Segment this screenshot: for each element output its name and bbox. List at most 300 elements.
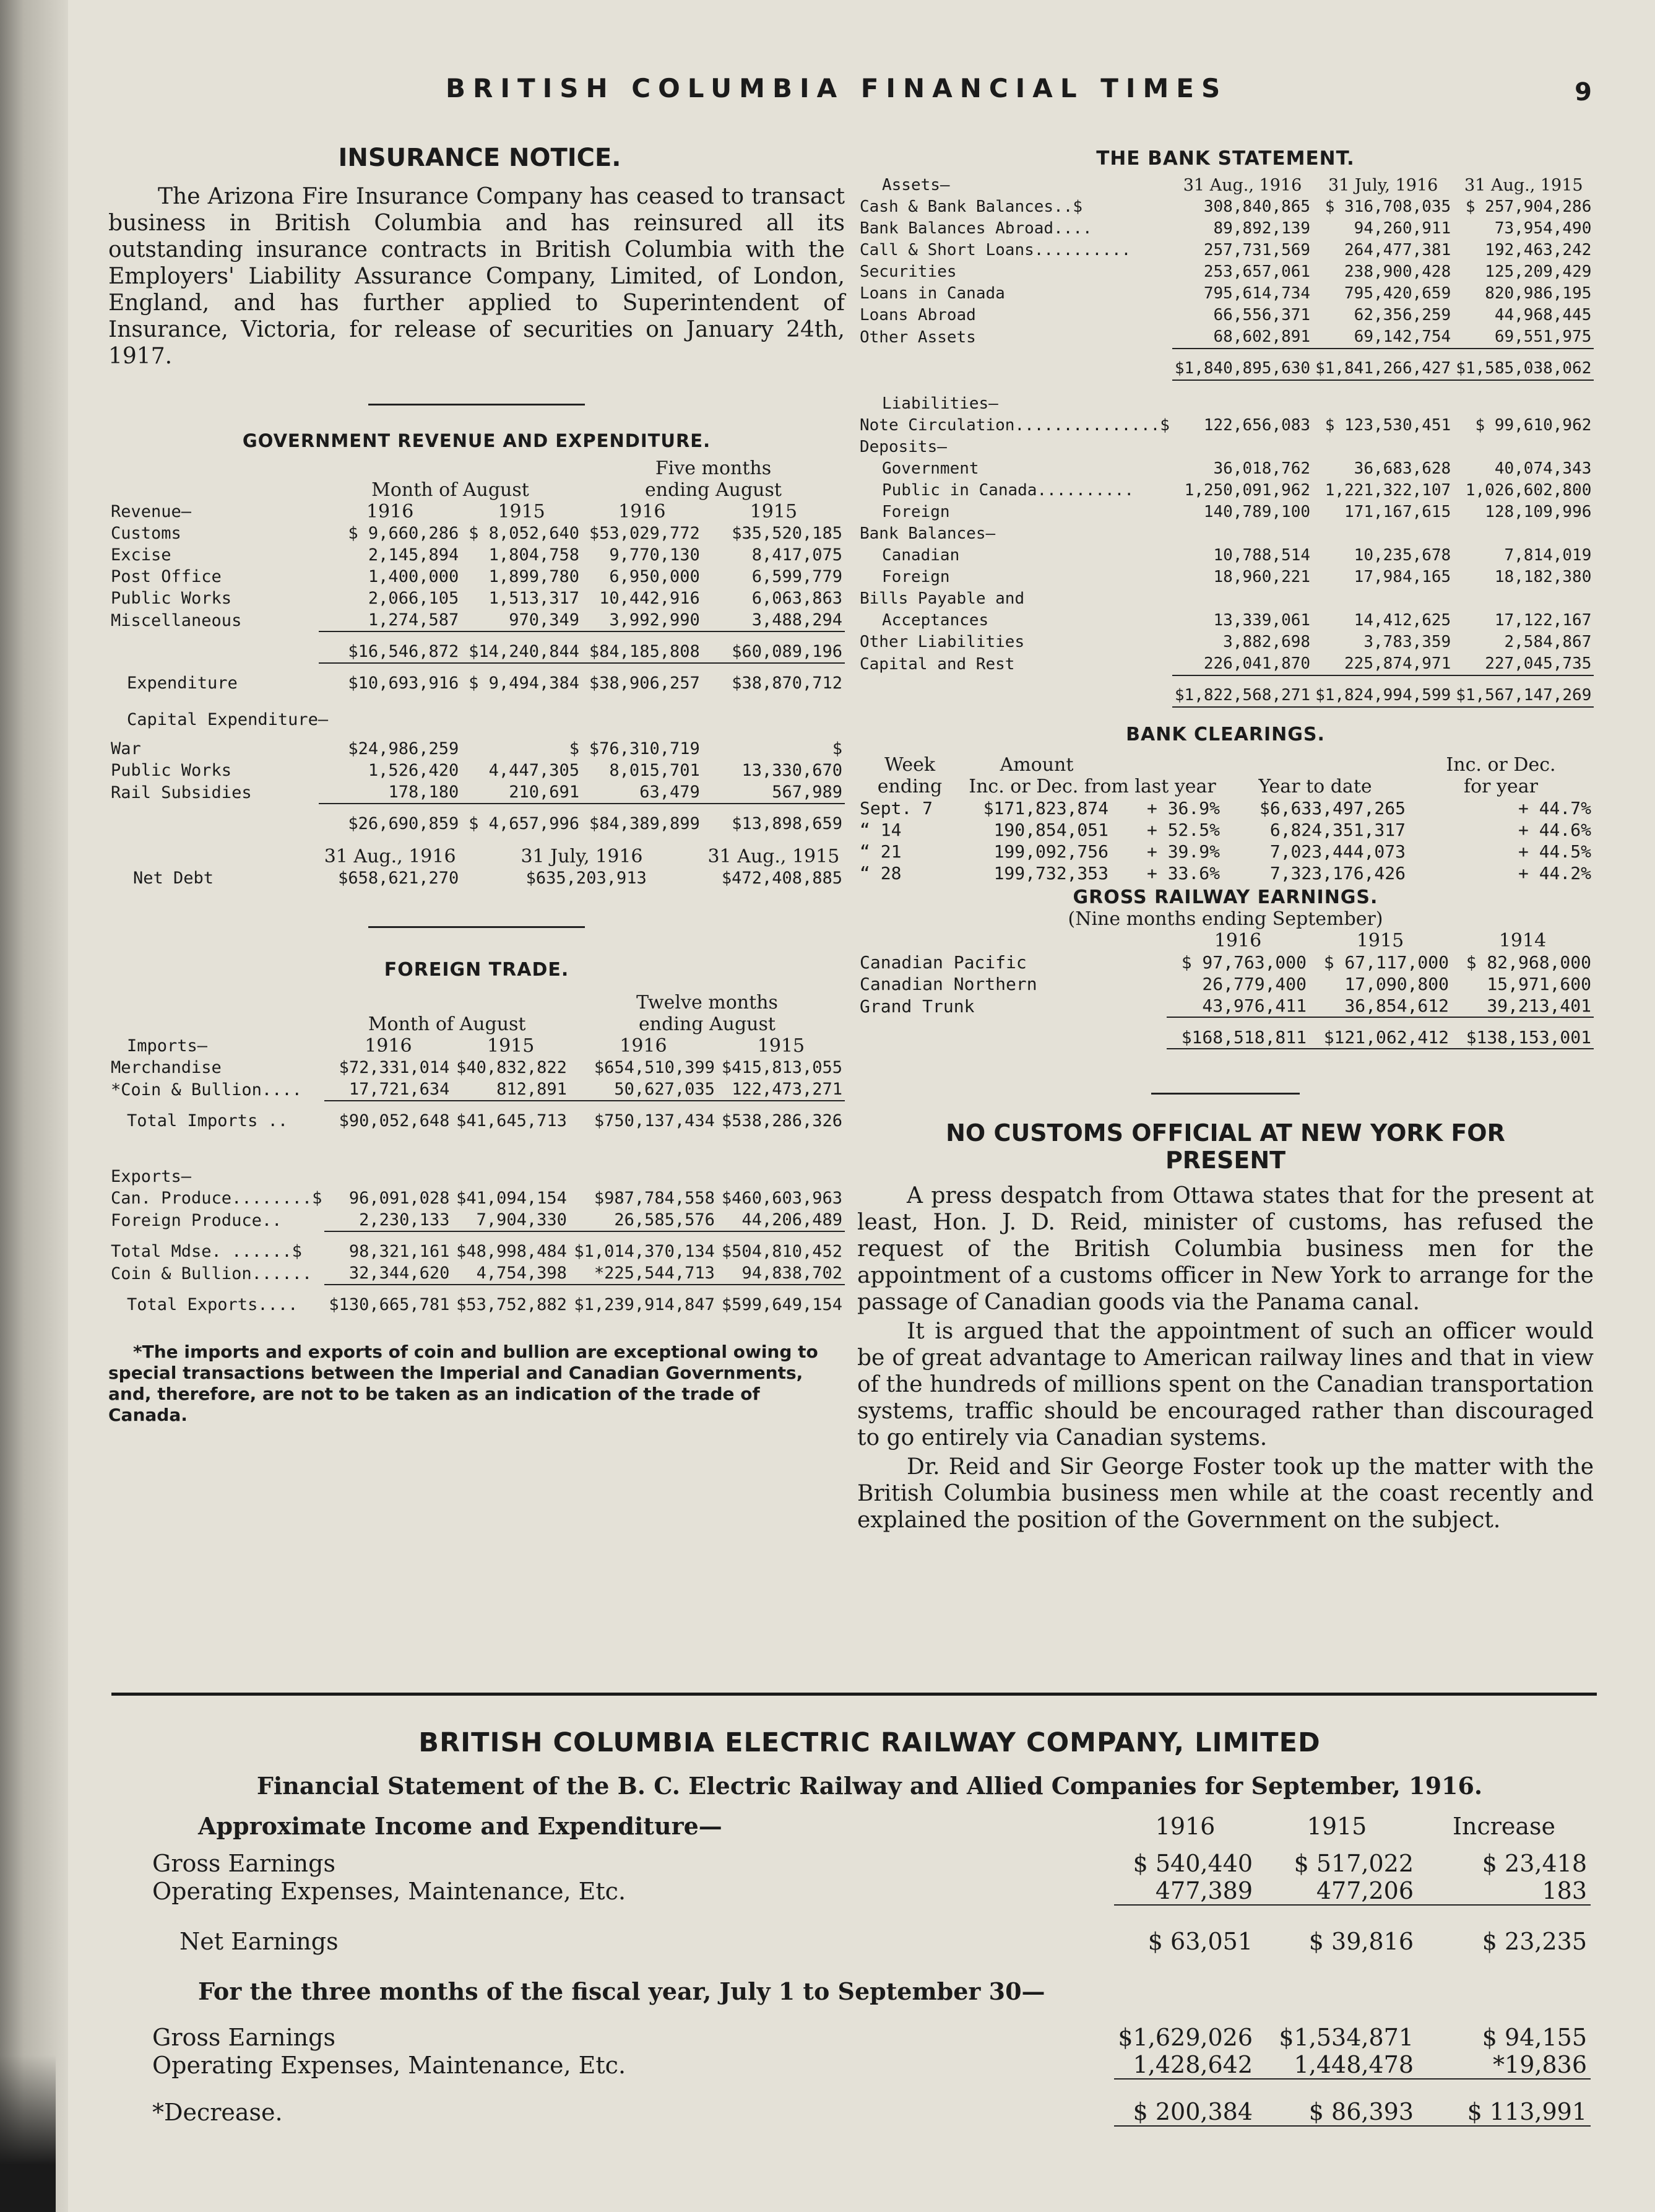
foreign-trade-table [108,992,845,1316]
table-row [108,544,845,566]
cell: $654,510,399 [594,1058,715,1077]
cell: $ 517,022 [1294,1850,1414,1877]
cell: $90,052,648 [324,1101,452,1132]
row-label: Merchandise [111,1058,222,1077]
row-label: Public Works [111,589,232,608]
cell: 171,167,615 [1344,503,1451,521]
cell: $40,832,822 [456,1058,567,1077]
cell: + 52.5% [1146,820,1220,840]
cell: $ 23,418 [1482,1850,1587,1877]
cell: $10,693,916 [319,663,461,694]
table-row [108,566,845,588]
cell: $658,621,270 [338,869,459,888]
cell: $84,389,899 [582,804,702,835]
cell: 96,091,028 [348,1189,450,1208]
row-label: Acceptances [882,611,989,630]
row-label: Loans Abroad [860,306,976,324]
table-row [857,305,1594,326]
cell: 4,754,398 [476,1264,567,1283]
gov-revenue-table [108,458,845,889]
cell: 26,779,400 [1202,974,1307,994]
cell: 1,448,478 [1256,2051,1417,2079]
bank-balances-label: Bank Balances— [860,524,996,543]
year-head: 1916 [618,501,666,523]
cell: $ 99,610,962 [1475,416,1592,435]
cell: 2,584,867 [1504,633,1592,651]
cell: $1,841,266,427 [1313,349,1453,380]
cell: + 39.9% [1146,841,1220,862]
cell: 1,513,317 [488,589,579,608]
table-row [108,760,845,781]
year-head: 1915 [757,1035,805,1057]
cell: 253,657,061 [1203,262,1311,281]
cell: 6,824,351,317 [1269,820,1406,840]
cell: $130,665,781 [324,1285,452,1316]
year-head: 1915 [486,1035,535,1057]
cell: 44,206,489 [741,1210,842,1230]
cell: 69,551,975 [1494,327,1592,346]
cell: 50,627,035 [614,1080,715,1099]
cell: 36,018,762 [1213,459,1311,478]
left-column [108,144,845,1426]
cell: 9,770,130 [609,545,700,565]
cell: 18,960,221 [1213,568,1311,586]
cell: 226,041,870 [1203,654,1311,673]
cell: $1,840,895,630 [1172,349,1313,380]
cell: 13,339,061 [1213,611,1311,630]
cell: 36,854,612 [1344,995,1449,1016]
table-row [857,261,1594,283]
table-row [857,196,1594,218]
table-row [857,952,1594,973]
cell: $171,823,874 [983,798,1108,818]
cell: $635,203,913 [525,869,647,888]
deposits-label: Deposits— [860,438,947,456]
col-head-week: Week [884,754,936,776]
col-head-ytd: Year to date [1258,776,1372,797]
cell: 1,026,602,800 [1465,481,1592,500]
total-imports-row [108,1101,845,1132]
row-label: Gross Earnings [152,1850,335,1877]
cell: 3,992,990 [609,610,700,630]
col-head-incdec: Inc. or Dec. from last year [969,776,1216,797]
cell: + 44.5% [1518,841,1591,862]
table-row [857,797,1594,819]
cell: 6,063,863 [751,589,842,608]
cell: 10,442,916 [599,589,700,608]
section-label: For the three months of the fiscal year, July 1 to September 30— [198,1977,1045,2005]
cell: + 44.7% [1518,798,1591,818]
cell: $168,518,811 [1167,1017,1309,1049]
insurance-notice-body: The Arizona Fire Insurance Company has ceased to transact business in British Columbia and has reinsured all its outstanding insurance contracts in British Columbia with the Employers' Liability Assurance Company, Limited, of London, England, and has further applied to Superintendent of Insurance, Victoria, for release of securities on January 24th, 1917. [108,184,845,369]
cell: $1,567,147,269 [1453,675,1594,707]
cell: 1,899,780 [488,567,579,586]
year-head: 1916 [620,1035,667,1057]
cell: 17,984,165 [1354,568,1451,586]
increase-head: Increase [1452,1812,1556,1840]
table-row [857,458,1594,480]
cell: $1,822,568,271 [1172,675,1313,707]
cell: $ 8,052,640 [469,524,579,543]
table-row [857,610,1594,631]
cell: 795,420,659 [1344,284,1451,303]
table-row [108,1078,845,1101]
customs-article-p3: Dr. Reid and Sir George Foster took up the matter with the British Columbia business men while at the coast recently and explained the position of the Government on the subject. [857,1454,1594,1533]
year-head: 1914 [1498,930,1547,952]
row-label: “ 21 [860,841,902,862]
binding-gutter [0,0,68,2212]
cell: *19,836 [1417,2051,1591,2079]
cell: 1,221,322,107 [1324,481,1451,500]
cell: 199,092,756 [993,841,1108,862]
cell: $53,752,882 [452,1285,569,1316]
table-row [108,588,845,609]
cell: + 36.9% [1146,798,1220,818]
cell: $16,546,872 [319,631,461,663]
customs-article-p1: A press despatch from Ottawa states that for the present at least, Hon. J. D. Reid, minister of customs, has refused the request of the British Columbia business men for the appointment of a customs officer in New York to arrange for the passage of Canadian goods via the Panama canal. [857,1183,1594,1315]
cell: 6,950,000 [609,567,700,586]
row-label: Securities [860,262,957,281]
cell: $ 67,117,000 [1323,952,1449,973]
cell: $ 123,530,451 [1324,416,1451,435]
gov-revenue-title: GOVERNMENT REVENUE AND EXPENDITURE. [242,430,711,451]
cell: 225,874,971 [1344,654,1451,673]
col-head-month: Month of August [368,1013,526,1035]
cell: $ [832,739,842,758]
row-label: Total Exports.... [127,1295,298,1314]
row-label: Bank Balances Abroad.... [860,219,1092,238]
cell: 13,330,670 [741,761,842,780]
cell: *225,544,713 [594,1264,715,1283]
cell: $ 94,155 [1482,2024,1587,2051]
row-label: Grand Trunk [860,995,975,1017]
cell: 68,602,891 [1213,327,1311,346]
cell: $41,094,154 [456,1189,567,1208]
cell: 477,389 [1114,1877,1256,1905]
cell: $6,633,497,265 [1259,798,1406,818]
cell: $ 9,494,384 [461,663,582,694]
total-row [108,804,845,835]
date-head: 31 July, 1916 [1328,176,1438,195]
cell: 1,274,587 [368,610,459,630]
row-label: Cash & Bank Balances..$ [860,197,1083,216]
cell: $ 63,051 [1147,1928,1253,1955]
cell: $1,239,914,847 [569,1285,717,1316]
table-row [857,973,1594,995]
cell: 820,986,195 [1485,284,1592,303]
row-label: Foreign [882,568,950,586]
cell: $ 9,660,286 [348,524,459,543]
cell: $38,906,257 [582,663,702,694]
cell: 190,854,051 [993,820,1108,840]
year-head: 1916 [365,1035,412,1057]
net-debt-row [108,867,845,889]
cell: 17,721,634 [348,1080,450,1099]
decrease-footnote: *Decrease. [152,2098,283,2126]
cell: $53,029,772 [589,524,700,543]
table-row [108,781,845,804]
table-row [857,480,1594,501]
row-label: Capital and Rest [860,654,1015,674]
table-row [857,566,1594,588]
cell: 477,206 [1256,1877,1417,1905]
col-head-five-months: Five months [655,458,772,479]
cell: 1,804,758 [488,545,579,565]
cell: 17,090,800 [1344,974,1449,994]
cell: $84,185,808 [582,631,702,663]
cell: 7,023,444,073 [1269,841,1406,862]
cell: 264,477,381 [1344,241,1451,259]
cell: 94,838,702 [741,1264,842,1283]
date-head: 31 Aug., 1915 [707,846,840,867]
liabilities-label: Liabilities— [882,394,998,413]
table-row [149,2024,1591,2051]
col-head-month: Month of August [371,479,529,501]
col-head-ending: ending [877,776,943,797]
cell: 39,213,401 [1487,995,1591,1016]
cell: $121,062,412 [1309,1017,1451,1049]
row-label: Foreign [882,503,950,521]
section-divider [1151,1093,1300,1095]
cell: $ 316,708,035 [1324,197,1451,216]
cell: 8,015,701 [609,761,700,780]
cell: 199,732,353 [993,863,1108,883]
imports-label: Imports— [127,1036,208,1056]
cell: 4,447,305 [488,761,579,780]
table-row [108,523,845,544]
bc-electric-statement [149,1727,1591,2127]
total-exports-row [108,1285,845,1316]
table-row [108,1209,845,1231]
table-row [857,841,1594,862]
cell: 69,142,754 [1354,327,1451,346]
section-rule [111,1693,1597,1696]
cell: $38,870,712 [702,663,845,694]
cell: $ 257,904,286 [1465,197,1592,216]
cell: 66,556,371 [1213,306,1311,324]
cell: 3,882,698 [1223,633,1311,651]
row-label: Coin & Bullion...... [111,1264,313,1283]
revenue-label: Revenue— [111,502,192,521]
cell: 18,182,380 [1494,568,1592,586]
cell: 44,968,445 [1494,306,1592,324]
total-row [149,2098,1591,2126]
date-head: 31 Aug., 1916 [324,846,456,867]
cell: $ [569,739,579,758]
row-label: Gross Earnings [152,2024,335,2051]
row-label: Other Liabilities [860,633,1025,651]
year-head: 1916 [1214,930,1262,952]
total-row [108,631,845,663]
row-label: War [111,739,141,758]
cell: $ 113,991 [1417,2098,1591,2126]
section-divider [368,404,585,406]
cell: $72,331,014 [339,1058,450,1077]
cell: $1,014,370,134 [569,1231,717,1262]
cell: 7,904,330 [476,1210,567,1230]
col-head-twelve-months: Twelve months [636,992,778,1013]
row-label: Net Debt [133,869,214,888]
col-head-inc: Inc. or Dec. [1446,754,1556,776]
table-row [857,415,1594,436]
running-title: BRITISH COLUMBIA FINANCIAL TIMES [446,73,1228,103]
cell: 1,400,000 [368,567,459,586]
cell: + 44.6% [1518,820,1591,840]
table-row [108,1187,845,1209]
table-row [149,1850,1591,1877]
railway-earnings-table [857,930,1594,1049]
cell: $987,784,558 [594,1189,715,1208]
row-label: Post Office [111,567,222,586]
assets-label: Assets— [882,176,950,194]
row-label: Can. Produce........$ [111,1189,322,1208]
cell: 238,900,428 [1344,262,1451,281]
row-label: Total Mdse. ......$ [111,1241,302,1261]
cell: 98,321,161 [324,1231,452,1262]
cell: $1,629,026 [1118,2024,1253,2051]
cell: $26,690,859 [319,804,461,835]
bank-statement-title: THE BANK STATEMENT. [1096,147,1355,170]
cell: 10,788,514 [1213,546,1311,565]
cell: $ 39,816 [1308,1928,1414,1955]
cell: $538,286,326 [717,1101,845,1132]
row-label: Canadian [882,546,960,565]
cell: 140,789,100 [1203,503,1311,521]
bc-electric-title: BRITISH COLUMBIA ELECTRIC RAILWAY COMPANY, LIMITED [418,1727,1321,1758]
cell: 3,783,359 [1363,633,1451,651]
row-label: Total Imports .. [127,1111,288,1130]
cell: $415,813,055 [721,1058,842,1077]
table-row [857,819,1594,841]
bank-clearings-title: BANK CLEARINGS. [1126,724,1325,745]
table-row [857,218,1594,240]
table-row [108,1231,845,1262]
table-row [857,501,1594,523]
binding-shadow [0,2055,56,2212]
year-head: 1915 [1307,1812,1367,1840]
row-label: Sept. 7 [860,798,933,818]
cell: 8,417,075 [751,545,842,565]
row-label: Canadian Northern [860,974,1037,994]
bank-clearings-table [857,754,1594,884]
row-label: Excise [111,545,171,565]
cell: 6,599,779 [751,567,842,586]
cell: 36,683,628 [1354,459,1451,478]
cell: 192,463,242 [1485,241,1592,259]
row-label: Miscellaneous [111,610,242,630]
row-label: Customs [111,524,181,543]
cell: $48,998,484 [452,1231,569,1262]
cell: + 44.2% [1518,863,1591,883]
section-label: Approximate Income and Expenditure— [198,1812,722,1840]
expenditure-row [108,663,845,694]
cell: $138,153,001 [1451,1017,1594,1049]
row-label: Loans in Canada [860,284,1005,303]
row-label: Operating Expenses, Maintenance, Etc. [152,1877,626,1905]
table-row [108,1057,845,1078]
net-earnings-row [149,1928,1591,1955]
cell: 210,691 [509,783,579,802]
cell: 125,209,429 [1485,262,1592,281]
cell: $35,520,185 [732,524,842,543]
railway-earnings-title: GROSS RAILWAY EARNINGS. [1073,887,1378,908]
cell: $ 82,968,000 [1466,952,1591,973]
cell: $ 200,384 [1114,2098,1256,2126]
row-label: Net Earnings [179,1928,339,1955]
cell: $1,824,994,599 [1313,675,1453,707]
table-row [108,609,845,631]
row-label: Expenditure [127,673,238,693]
cell: $76,310,719 [589,739,700,758]
cell: 17,122,167 [1494,611,1592,630]
cell: $ 97,763,000 [1181,952,1307,973]
date-head: 31 Aug., 1915 [1464,176,1583,195]
year-head: 1916 [366,501,414,523]
cell: $ 4,657,996 [461,804,582,835]
table-row [857,283,1594,305]
bank-statement-table [857,175,1594,708]
cell: 257,731,569 [1203,241,1311,259]
row-label: Rail Subsidies [111,783,252,802]
cell: 15,971,600 [1487,974,1591,994]
row-label: Canadian Pacific [860,952,1027,973]
capital-expenditure-label: Capital Expenditure— [127,710,329,729]
cell: 122,656,083 [1203,416,1311,435]
cell: 2,230,133 [359,1210,450,1230]
row-label: Note Circulation...............$ [860,416,1170,435]
total-row [857,349,1594,380]
cell: 63,479 [639,783,700,802]
cell: $ 540,440 [1133,1850,1253,1877]
cell: 122,473,271 [732,1080,842,1099]
cell: 10,235,678 [1354,546,1451,565]
cell: 2,145,894 [368,545,459,565]
cell: 14,412,625 [1354,611,1451,630]
row-label: “ 14 [860,820,902,840]
cell: 40,074,343 [1494,459,1592,478]
cell: 567,989 [772,783,842,802]
customs-article-title: NO CUSTOMS OFFICIAL AT NEW YORK FOR PRESENT [946,1119,1505,1174]
bc-electric-subtitle: Financial Statement of the B. C. Electric Railway and Allied Companies for September, 1916. [256,1772,1483,1800]
year-head: 1915 [498,501,545,523]
cell: 227,045,735 [1485,654,1592,673]
year-head: 1915 [1356,930,1404,952]
bc-electric-table [149,1812,1591,2127]
cell: $13,898,659 [702,804,845,835]
page-number: 9 [1575,78,1592,106]
cell: $472,408,885 [721,869,842,888]
cell: 2,066,105 [368,589,459,608]
cell: $504,810,452 [717,1231,845,1262]
row-label: Government [882,459,979,478]
cell: $ 86,393 [1256,2098,1417,2126]
cell: + 33.6% [1146,863,1220,883]
cell: $41,645,713 [452,1101,569,1132]
cell: $24,986,259 [348,739,459,758]
cell: $599,649,154 [717,1285,845,1316]
year-head: 1915 [750,501,798,523]
table-row [857,631,1594,653]
customs-article-p2: It is argued that the appointment of such an officer would be of great advantage to American railway lines and that in view of the hundreds of millions spent on the Canadian transportation systems, traffic should be encouraged rather than discouraged to go entirely via Canadian systems. [857,1319,1594,1451]
cell: 73,954,490 [1494,219,1592,238]
table-row [857,995,1594,1017]
foreign-trade-title: FOREIGN TRADE. [384,959,569,981]
right-column [857,147,1594,1533]
cell: 812,891 [496,1080,567,1099]
cell: $750,137,434 [569,1101,717,1132]
cell: $60,089,196 [702,631,845,663]
table-row [149,1877,1591,1905]
